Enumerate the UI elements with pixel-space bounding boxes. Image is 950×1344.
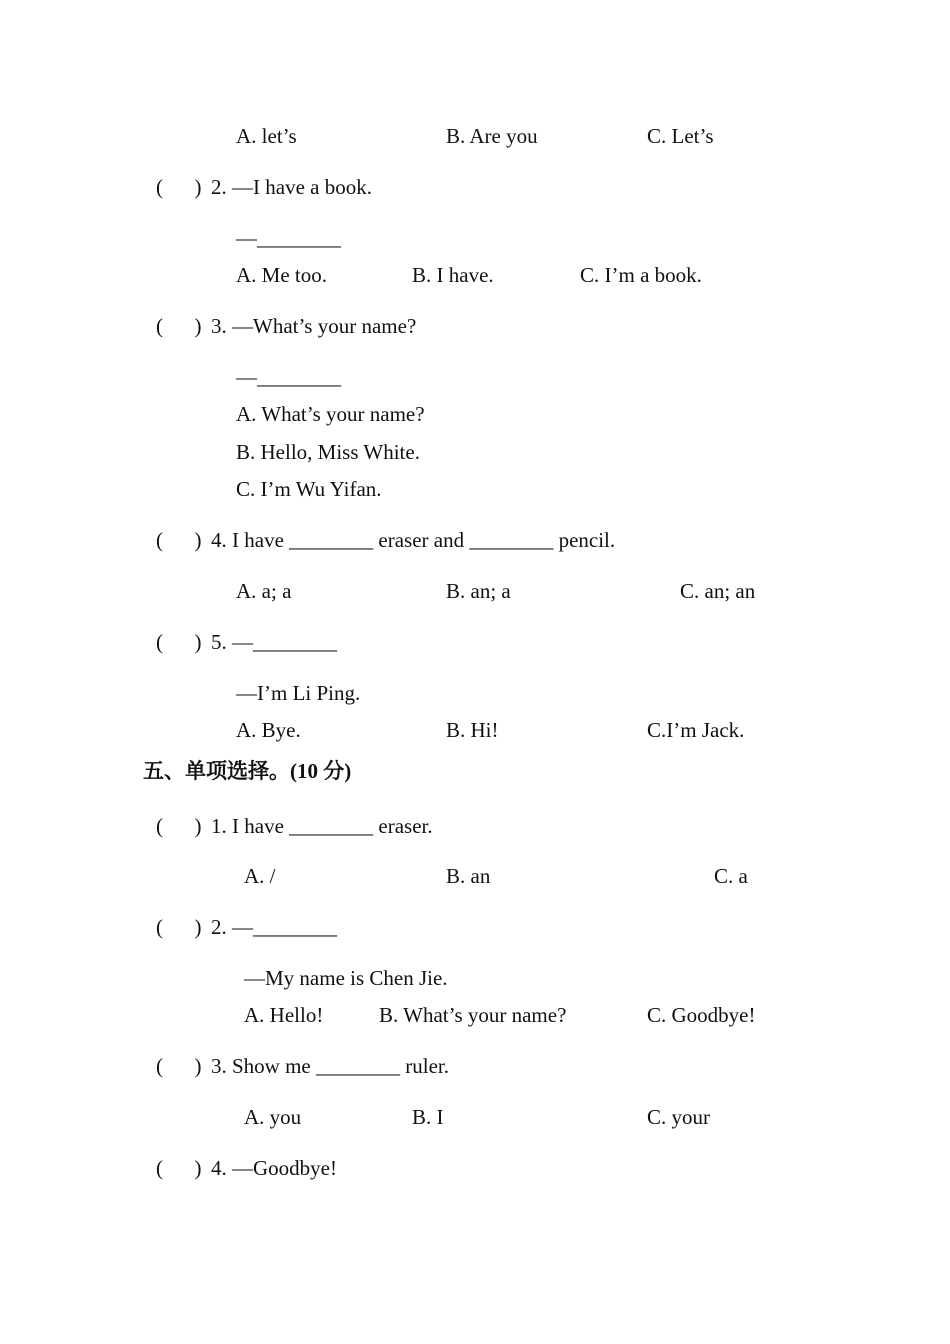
s5-q2-option-a: A. Hello! <box>244 1003 324 1027</box>
q2-stem: 2. —I have a book. <box>211 175 372 199</box>
q2-option-b: B. I have. <box>412 263 494 287</box>
q3-answer-blank[interactable]: ( ) <box>156 314 202 338</box>
q3-reply: —________ <box>236 365 341 389</box>
q3-option-c: C. I’m Wu Yifan. <box>236 477 382 501</box>
section-heading: 五、单项选择。(10 分) <box>143 759 352 783</box>
s5-q2-option-c: C. Goodbye! <box>647 1003 756 1027</box>
q4-option-b: B. an; a <box>446 579 511 603</box>
q1-option-a: A. let’s <box>236 124 297 148</box>
s5-q2-answer-blank[interactable]: ( ) <box>156 915 202 939</box>
s5-q4-answer-blank[interactable]: ( ) <box>156 1156 202 1180</box>
s5-q2-option-b: B. What’s your name? <box>379 1003 567 1027</box>
q4-answer-blank[interactable]: ( ) <box>156 528 202 552</box>
q3-option-b: B. Hello, Miss White. <box>236 440 420 464</box>
s5-q3-answer-blank[interactable]: ( ) <box>156 1054 202 1078</box>
s5-q3-stem: 3. Show me ________ ruler. <box>211 1054 449 1078</box>
s5-q1-option-a: A. / <box>244 864 276 888</box>
q1-option-b: B. Are you <box>446 124 538 148</box>
s5-q4-stem: 4. —Goodbye! <box>211 1156 337 1180</box>
s5-q3-option-b: B. I <box>412 1105 444 1129</box>
q4-option-a: A. a; a <box>236 579 292 603</box>
q5-reply: —I’m Li Ping. <box>236 681 361 705</box>
s5-q2-stem: 2. —________ <box>211 915 337 939</box>
q3-option-a: A. What’s your name? <box>236 402 425 426</box>
q5-option-c: C.I’m Jack. <box>647 718 745 742</box>
s5-q1-option-c: C. a <box>714 864 748 888</box>
q5-option-b: B. Hi! <box>446 718 499 742</box>
q2-option-c: C. I’m a book. <box>580 263 702 287</box>
q5-stem: 5. —________ <box>211 630 337 654</box>
s5-q3-option-a: A. you <box>244 1105 302 1129</box>
s5-q1-option-b: B. an <box>446 864 491 888</box>
q2-answer-blank[interactable]: ( ) <box>156 175 202 199</box>
q5-option-a: A. Bye. <box>236 718 301 742</box>
s5-q3-option-c: C. your <box>647 1105 710 1129</box>
q5-answer-blank[interactable]: ( ) <box>156 630 202 654</box>
s5-q1-answer-blank[interactable]: ( ) <box>156 814 202 838</box>
s5-q1-stem: 1. I have ________ eraser. <box>211 814 433 838</box>
s5-q2-reply: —My name is Chen Jie. <box>244 966 448 990</box>
q4-stem: 4. I have ________ eraser and ________ pencil. <box>211 528 616 552</box>
q3-stem: 3. —What’s your name? <box>211 314 417 338</box>
q2-option-a: A. Me too. <box>236 263 327 287</box>
q2-reply: —________ <box>236 226 341 250</box>
q1-option-c: C. Let’s <box>647 124 714 148</box>
q4-option-c: C. an; an <box>680 579 756 603</box>
